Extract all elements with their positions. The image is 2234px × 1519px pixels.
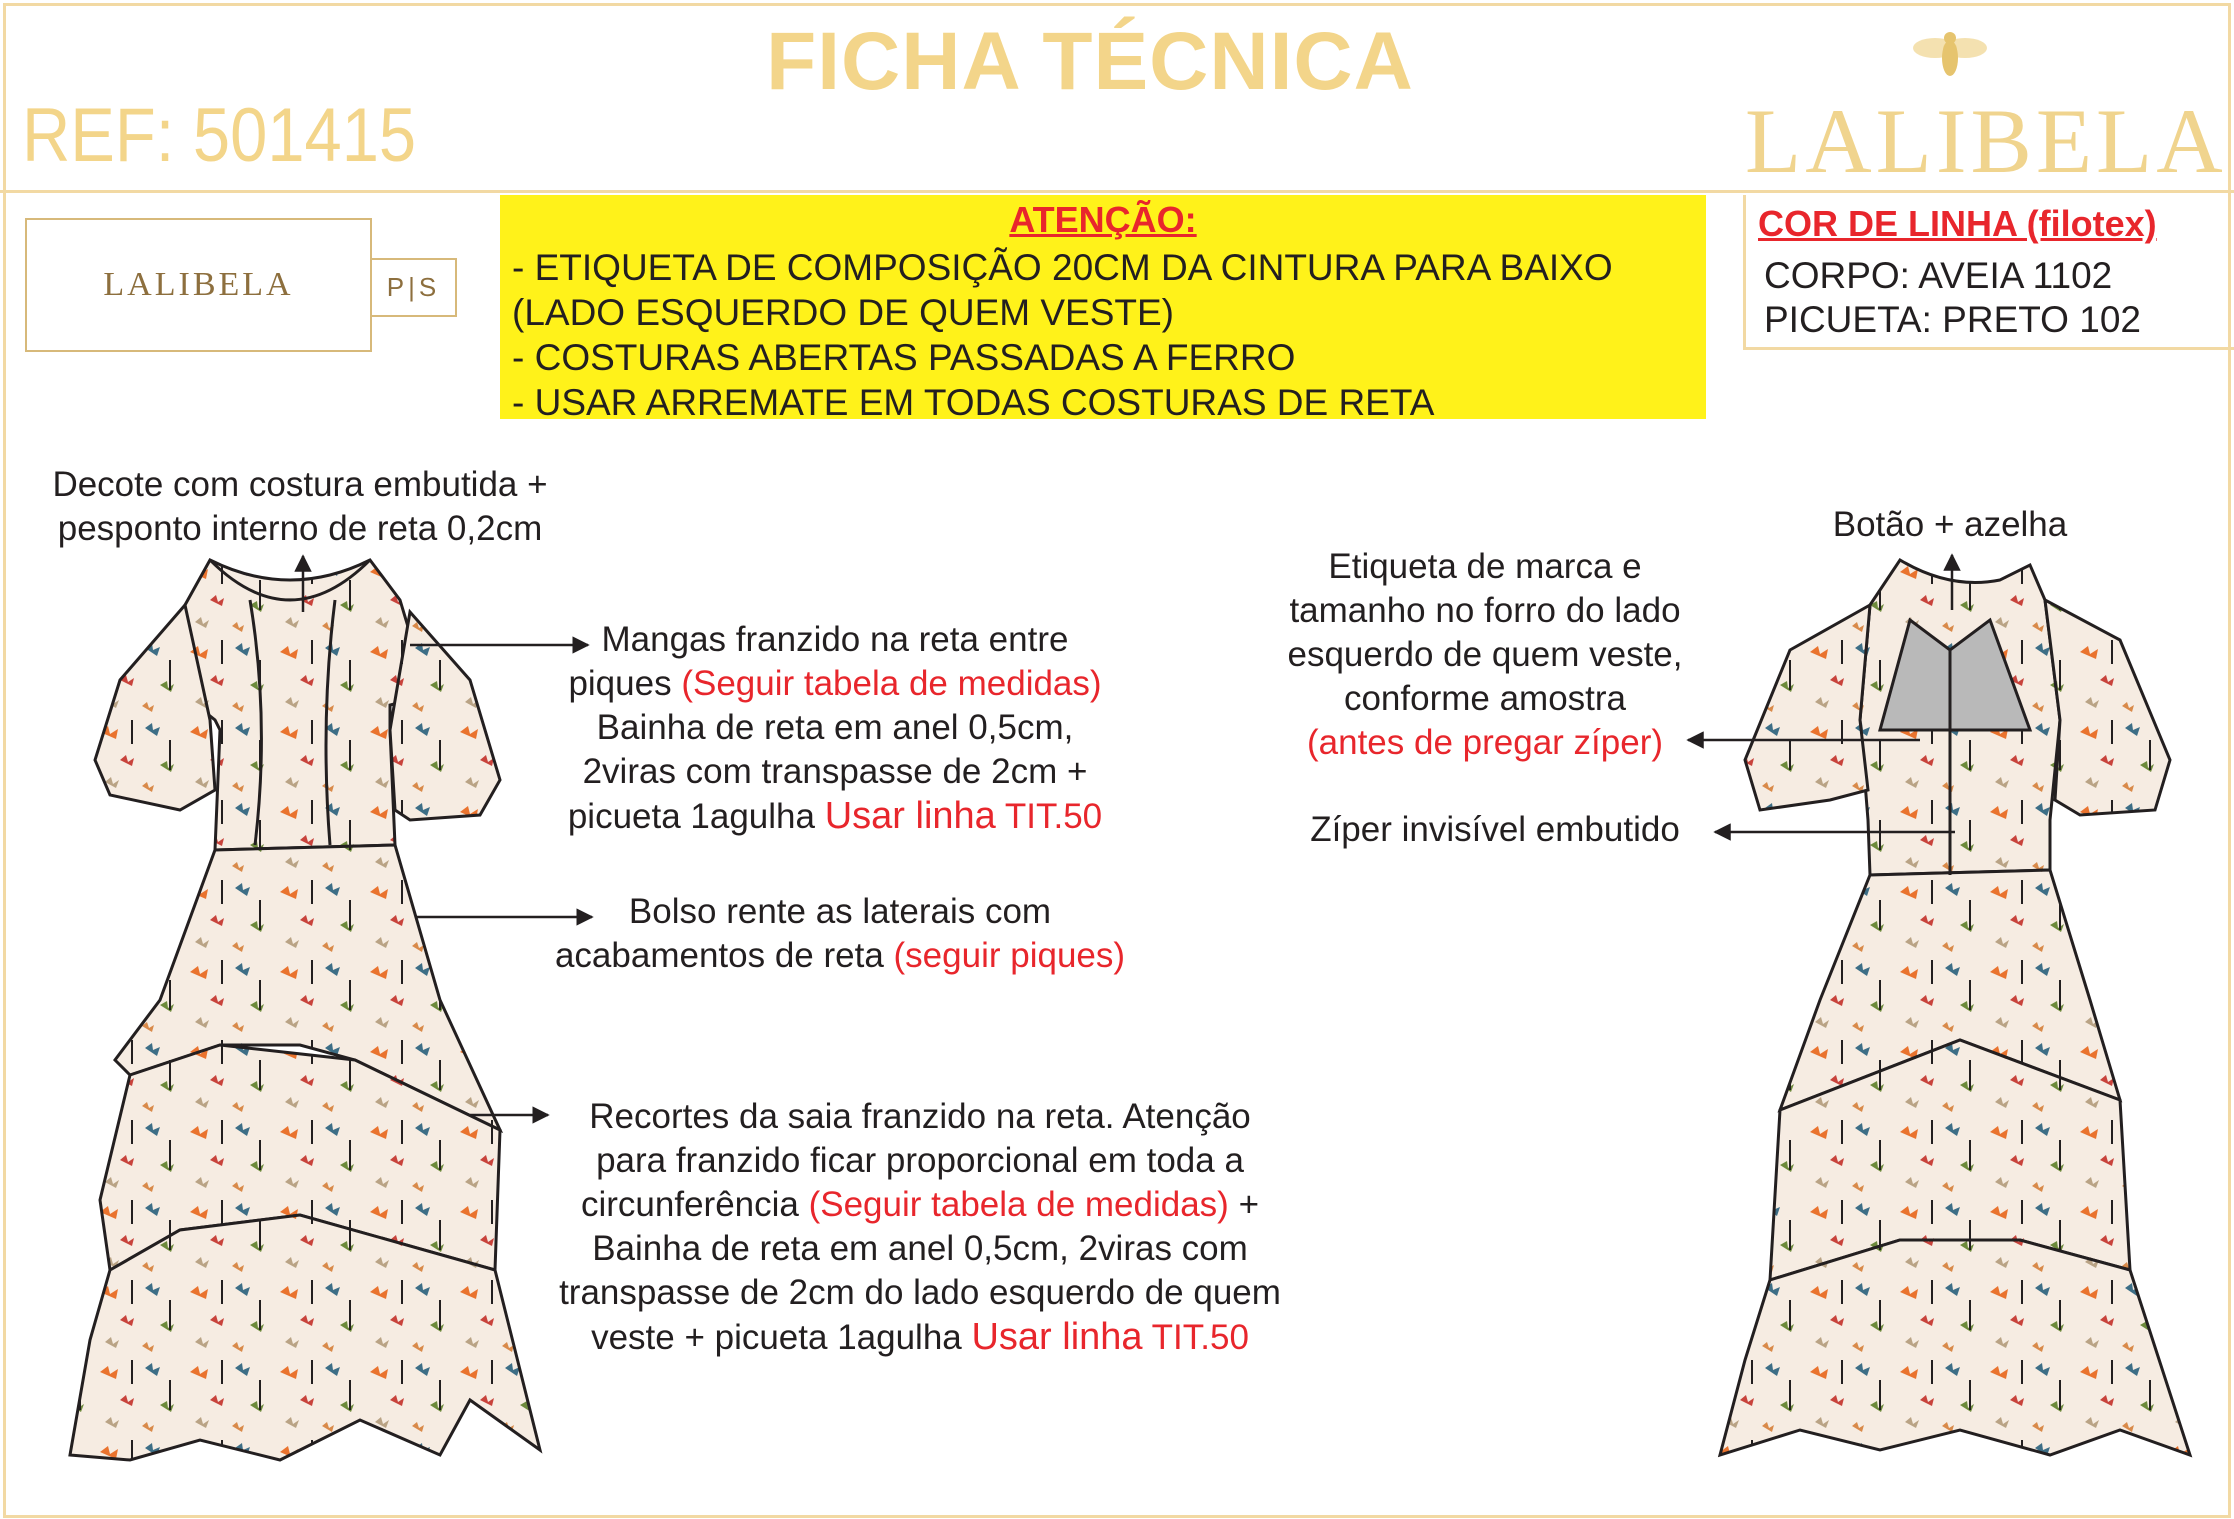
note-neckline: Decote com costura embutida + pesponto interno de reta 0,2cm: [52, 465, 548, 548]
note-label: Etiqueta de marca e tamanho no forro do lado esquerdo de quem veste, conforme amostra (antes de pregar zíper): [1287, 547, 1683, 762]
page-title: FICHA TÉCNICA: [766, 16, 1414, 107]
brand-logo: LALIBELA: [1745, 90, 2227, 192]
attention-line: (LADO ESQUERDO DE QUEM VESTE): [512, 292, 1174, 333]
attention-line: - ETIQUETA DE COMPOSIÇÃO 20CM DA CINTURA PARA BAIXO: [512, 247, 1613, 288]
back-dress: [1720, 560, 2190, 1455]
thread-color-picot: PICUETA: PRETO 102: [1764, 299, 2141, 340]
note-pocket: Bolso rente as laterais com acabamentos de reta (seguir piques): [554, 892, 1126, 975]
attention-line: - USAR ARREMATE EM TODAS COSTURAS DE RETA: [512, 382, 1435, 423]
label-brand-text: LALIBELA: [103, 266, 294, 303]
attention-line: - COSTURAS ABERTAS PASSADAS A FERRO: [512, 337, 1296, 378]
note-button: Botão + azelha: [1832, 505, 2068, 544]
note-sleeves: Mangas franzido na reta entre piques (Seguir tabela de medidas) Bainha de reta em anel 0,5cm, 2viras com transpasse de 2cm + picueta 1agulha Usar linha TIT.50: [567, 620, 1103, 837]
note-zipper: Zíper invisível embutido: [1310, 810, 1680, 849]
attention-title: ATENÇÃO:: [1009, 199, 1197, 240]
size-tag: P|S: [370, 258, 457, 317]
front-dress: [70, 560, 540, 1460]
thread-color-title: COR DE LINHA (filotex): [1758, 203, 2157, 244]
thread-color-body: CORPO: AVEIA 1102: [1764, 255, 2113, 296]
note-skirt: Recortes da saia franzido na reta. Atenção para franzido ficar proporcional em toda a circunferência (Seguir tabela de medidas) + Bainha de reta em anel 0,5cm, 2viras com transpasse de 2cm do lado esquerdo de quem veste + picueta 1agulha Usar linha TIT.50: [559, 1097, 1281, 1358]
reference-code: REF: 501415: [22, 93, 417, 178]
